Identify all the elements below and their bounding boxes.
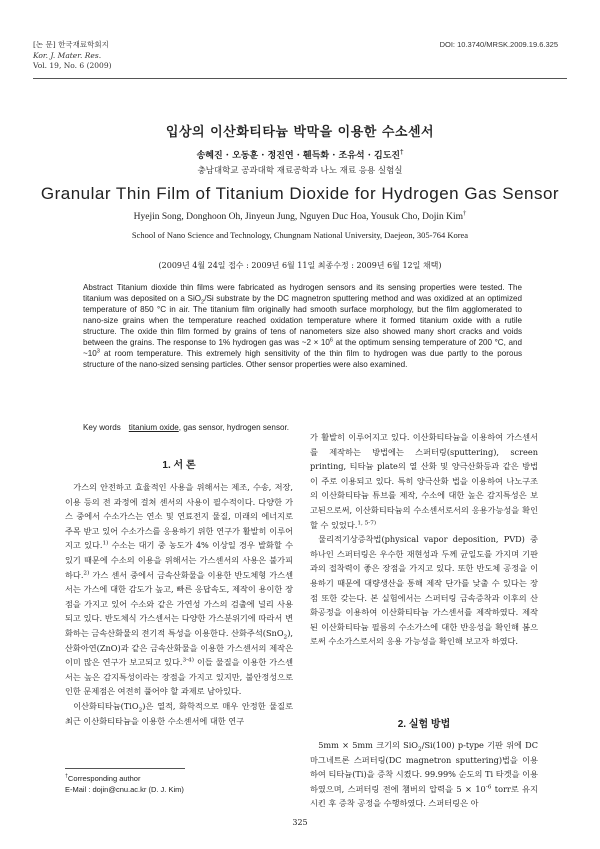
- doi: DOI: 10.3740/MRSK.2009.19.6.325: [439, 40, 558, 49]
- methods-column: [310, 738, 538, 811]
- page-number: 325: [292, 818, 308, 827]
- journal-info: [33, 40, 112, 72]
- journal-name-en: Kor. J. Mater. Res.: [33, 50, 102, 60]
- keywords: Key words titanium oxide, gas sensor, hydrogen sensor.: [83, 423, 289, 432]
- footnote: †Corresponding author E-Mail : dojin@cnu.ac.kr (D. J. Kim): [65, 773, 184, 794]
- methods-paragraph-1: 5mm × 5mm 크기의 SiO$_2$/Si(100) p-type 기판 위에 DC 마그네트론 스퍼터링(DC magnetron sputtering)법을 이용하여 티타늄(Ti)을 증착 시켰다. 99.99% 순도의 Ti 타겟을 이용하였으며, 스퍼터링 전에 챔버의 압력을 $5 \times 10^{-6}$ torr로 유지 시킨 후 증착 공정을 수행하였다. 스퍼터링은 아: [310, 740, 539, 809]
- title-ko: 입상의 이산화티타늄 박막을 이용한 수소센서: [165, 125, 435, 140]
- corresponding-email: E-Mail : dojin@cnu.ac.kr (D. J. Kim): [65, 785, 184, 794]
- abstract-label: Abstract: [83, 283, 113, 292]
- authors-ko: 송혜진 · 오동훈 · 정진연 · 휀득화 · 조유석 · 김도진†: [196, 149, 404, 161]
- intro-paragraph-2: 이산화티타늄(TiO$_2$)은 열적, 화학적으로 매우 안정한 물질로 최근 이산화티타늄을 이용한 수소센서에 대한 연구: [65, 700, 293, 726]
- intro-paragraph-1: 가스의 안전하고 효율적인 사용을 위해서는 제조, 수송, 저장, 이용 등의 전 과정에 걸쳐 센서의 사용이 필수적이다. 다양한 가스 중에서 수소가스는 연소 및 연료전지 물질, 미래의 에너지로 주목 받고 있어 수소가스를 응용하기 위한 연구가 활발히 이루어지고 있다.$^{1)}$ 수소는 대기 중 농도가 4% 이상일 경우 발화할 수 있기 때문에 수소의 이용을 위해서는 가스센서의 사용은 불가피하다.$^{2)}$ 가스 센서 중에서 금속산화물을 이용한 반도체형 가스센서는 가스에 대한 감도가 높고, 빠른 응답속도, 제작이 용이한 장점을 가지고 있어 수소와 같은 가연성 가스의 검출에 널리 사용되고 있다. 반도체식 가스센서는 다양한 가스분위기에 따라서 변화하는 금속산화물의 전기적 특성을 이용한다. 산화주석(SnO$_2$), 산화아연(ZnO)과 같은 금속산화물을 이용한 가스센서의 제작은 이미 많은 연구가 보고되고 있다.$^{3-4)}$ 이들 물질을 이용한 가스센서는 높은 감지특성이라는 장점을 가지고 있지만, 불안정성으로 인한 문제점은 여전히 풀어야 할 과제로 남아있다.: [65, 482, 294, 697]
- intro-paragraph-4: 물리적기상증착법(physical vapor deposition, PVD) 중 하나인 스퍼터링은 우수한 재현성과 두께 균일도를 가지며 기판과의 접착력이 좋은 장점을 가지고 있다. 또한 반도체 공정을 이용하기 때문에 대량생산을 통해 제작 단가를 낮출 수 있다는 장점 또한 갖는다. 본 실험에서는 스퍼터링 금속증착과 이후의 산화공정을 이용하여 이산화티타늄 가스센서를 제작하였다. 제작된 이산화티타늄 필름의 수소가스에 대한 반응성을 확인해 봄으로써 수소가스로서의 응용 가능성을 확인해 보고자 하였다.: [310, 534, 538, 647]
- journal-name-ko: [논 문] 한국재료학회지: [33, 40, 109, 49]
- keywords-label: Key words: [83, 423, 121, 432]
- affiliation-ko: 충남대학교 공과대학 재료공학과 나노 재료 응용 실험실: [197, 166, 403, 176]
- affiliation-en: School of Nano Science and Technology, Chungnam National University, Daejeon, 305-764 Korea: [131, 230, 469, 240]
- authors-en: Hyejin Song, Donghoon Oh, Jinyeun Jung, Nguyen Duc Hoa, Yousuk Cho, Dojin Kim†: [133, 209, 467, 222]
- right-column: [310, 430, 538, 649]
- journal-volume: Vol. 19, No. 6 (2009): [33, 61, 112, 70]
- intro-paragraph-3: 가 활발히 이루어지고 있다. 이산화티타늄을 이용하여 가스센서를 제작하는 방법에는 스퍼터링(sputtering), screen printing, 티타늄 plate의 열 산화 및 양극산화등과 같은 방법이 주로 이용되고 있다. 특히 양극산화 법을 이용하여 나노구조의 이산화티타늄 튜브를 제작, 수소에 대한 높은 감지특성은 보고된으로써, 이산화티타늄의 수소센서로서의 응용가능성을 확인할 수 있었다.$^{1, 5-7)}$: [310, 432, 538, 530]
- abstract: Abstract Titanium dioxide thin films were fabricated as hydrogen sensors and its sensing properties were tested. The titanium was deposited on a SiO$_2$/Si substrate by the DC magnetron sputtering method and was oxidized at an optimized temperature of 850 °C in air. The titanium film originally had smooth surface morphology, but the film agglomerated to nano-size grains when the temperature reached oxidation temperature where it formed titanium oxide with a rutile structure. The oxide thin film formed by grains of tens of nanometers size also showed many short cracks and voids between the grains. The response to 1% hydrogen gas was ~2 × $10^6$ at the optimum sensing temperature of 200 °C, and $\sim 10^3$ at room temperature. This extremely high sensitivity of the thin film to hydrogen was due partly to the porous structure of the nano-sized sensing particles. Other sensor properties were also examined.: [83, 283, 522, 369]
- submission-dates: (2009년 4월 24일 접수 : 2009년 6월 11일 최종수정 : 2009년 6월 12일 채택): [158, 261, 442, 270]
- section-2-heading: 2. 실험 방법: [397, 719, 451, 730]
- title-en: Granular Thin Film of Titanium Dioxide for Hydrogen Gas Sensor: [40, 184, 560, 203]
- keyword-link[interactable]: titanium oxide: [128, 423, 179, 432]
- footnote-rule: [65, 768, 185, 769]
- section-1-heading: 1. 서 론: [162, 460, 196, 471]
- header-rule: [33, 78, 567, 79]
- left-column: [65, 480, 293, 728]
